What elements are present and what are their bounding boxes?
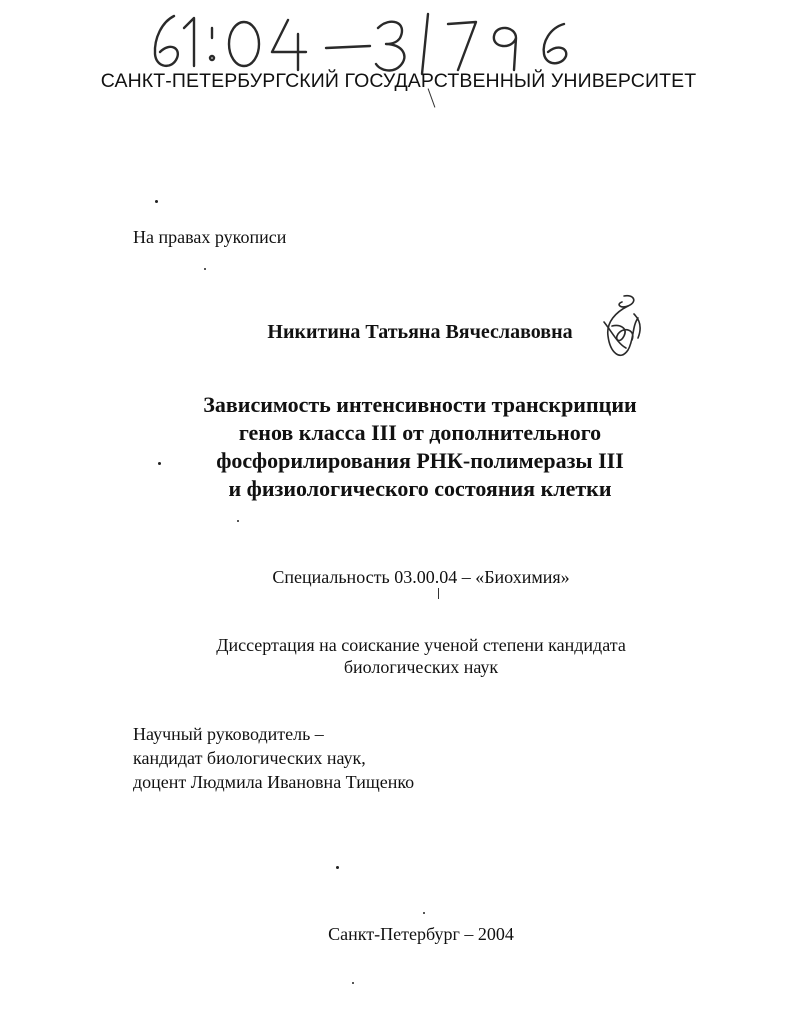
degree-statement bbox=[0, 634, 797, 678]
signature-icon bbox=[598, 292, 646, 364]
university-name: САНКТ-ПЕТЕРБУРГСКИЙ ГОСУДАРСТВЕННЫЙ УНИВЕРСИТЕТ bbox=[100, 70, 697, 92]
scan-speck bbox=[352, 982, 354, 984]
author-name: Никитина Татьяна Вячеславовна bbox=[267, 321, 573, 343]
place-and-year: Санкт-Петербург – 2004 bbox=[328, 924, 514, 944]
title-line: и физиологического состояния клетки bbox=[228, 476, 612, 501]
scan-mark bbox=[438, 588, 439, 599]
title-line: Зависимость интенсивности транскрипции bbox=[203, 392, 637, 417]
scan-speck bbox=[237, 520, 239, 522]
supervisor-line: Научный руководитель – bbox=[133, 724, 324, 744]
degree-line: Диссертация на соискание ученой степени кандидата bbox=[216, 635, 626, 655]
title-line: фосфорилирования РНК-полимеразы III bbox=[216, 448, 624, 473]
rights-note: На правах рукописи bbox=[133, 227, 287, 247]
scan-speck bbox=[336, 866, 339, 869]
title-line: генов класса III от дополнительного bbox=[238, 420, 602, 445]
scan-speck bbox=[204, 268, 206, 270]
degree-line: биологических наук bbox=[343, 657, 499, 677]
scan-speck bbox=[158, 462, 161, 465]
scan-speck bbox=[423, 912, 425, 914]
dissertation-title bbox=[0, 391, 797, 503]
supervisor-line: кандидат биологических наук, bbox=[133, 748, 366, 768]
scientific-supervisor bbox=[133, 722, 414, 794]
supervisor-line: доцент Людмила Ивановна Тищенко bbox=[133, 772, 415, 792]
handwritten-archive-code bbox=[146, 8, 586, 76]
specialty: Специальность 03.00.04 – «Биохимия» bbox=[272, 567, 570, 587]
scan-speck bbox=[155, 200, 158, 203]
